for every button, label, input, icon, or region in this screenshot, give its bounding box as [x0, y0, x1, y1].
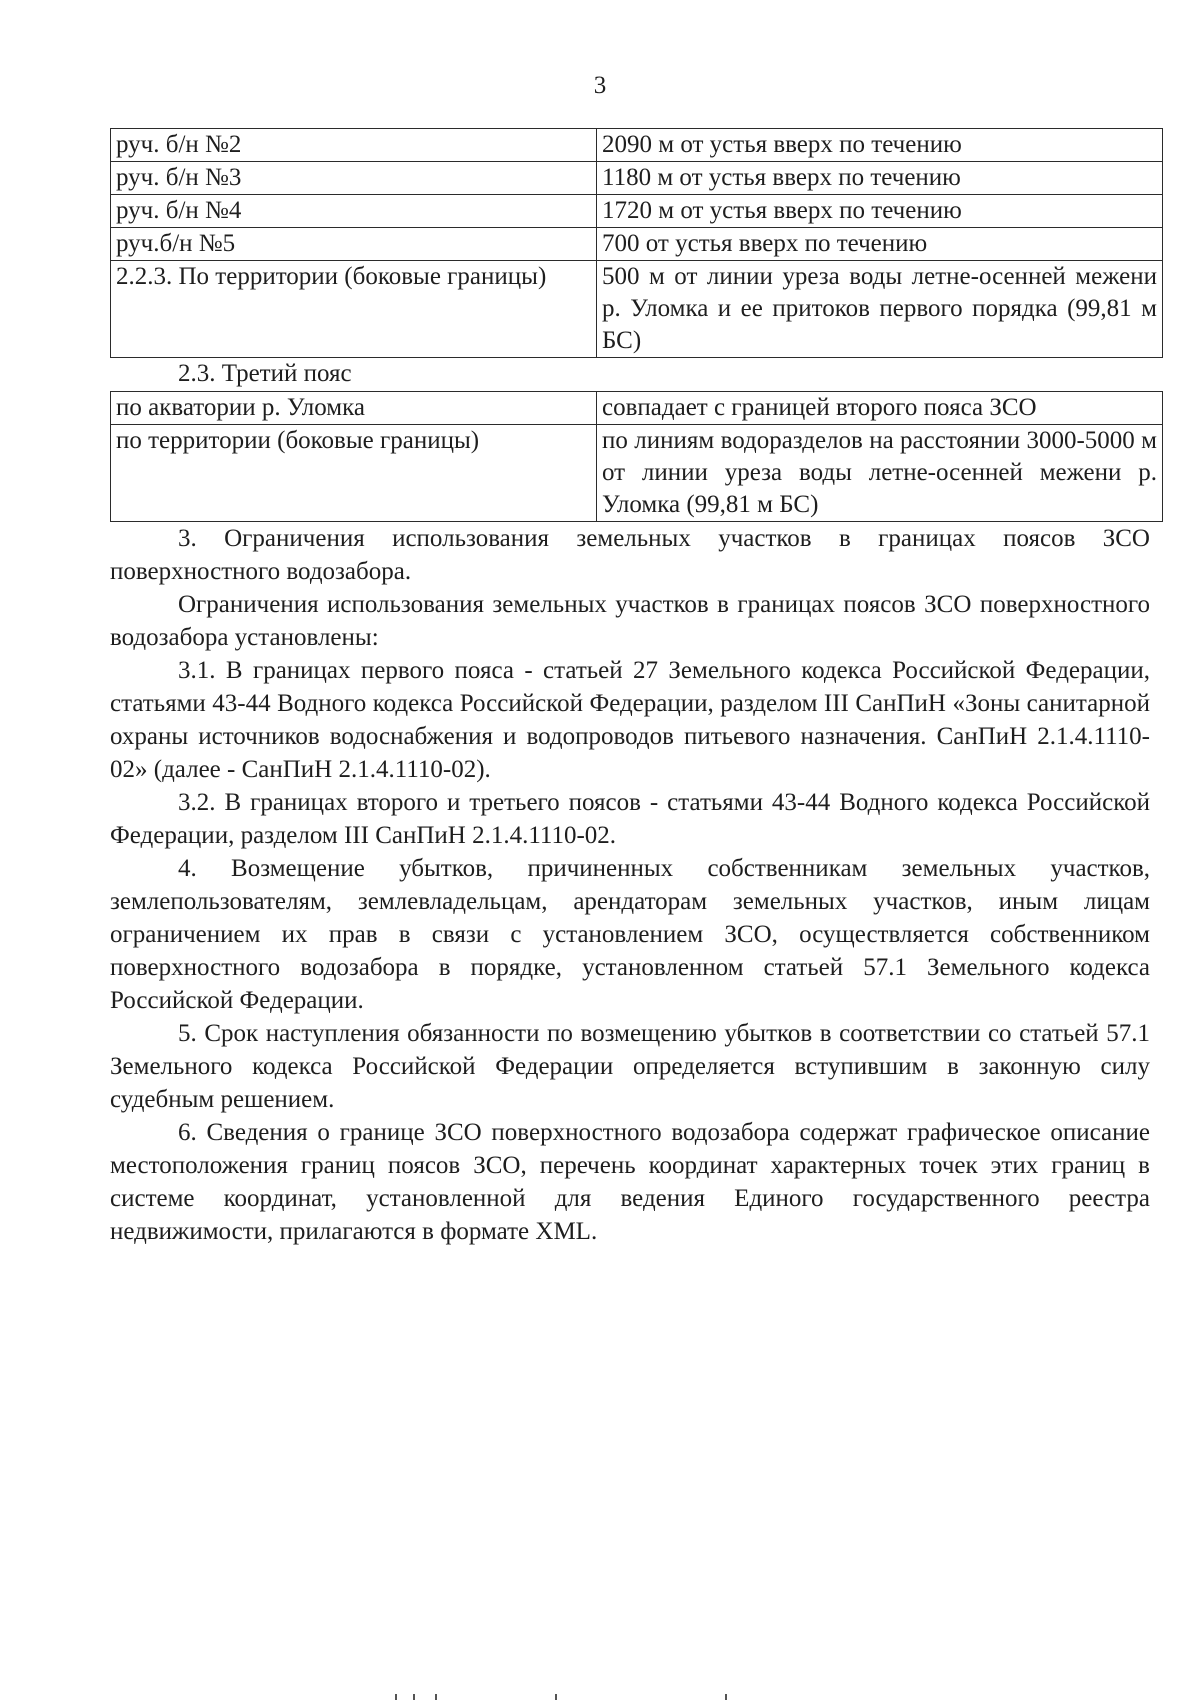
table-cell-name: по акватории р. Уломка	[111, 392, 597, 425]
table-cell-name: руч.б/н №5	[111, 228, 597, 261]
table-row	[111, 228, 1163, 261]
table-row	[111, 162, 1163, 195]
page-number: 3	[593, 72, 607, 99]
paragraph-5: 5. Срок наступления обязанности по возмещению убытков в соответствии со статьей 57.1 Земельного кодекса Российской Федерации определяется вступившим в законную силу судебным решением.	[110, 1020, 1150, 1113]
table-row	[111, 425, 1163, 522]
table-cell-value: 1180 м от устья вверх по течению	[597, 162, 1163, 195]
table-cell-value: 1720 м от устья вверх по течению	[597, 195, 1163, 228]
paragraph-4: 4. Возмещение убытков, причиненных собственникам земельных участков, землепользователям, землевладельцам, арендаторам земельных участков, иным лицам ограничением их прав в связи с установлением ЗСО, осуществляется собственником поверхностного водозабора в порядке, установленном статьей 57.1 Земельного кодекса Российской Федерации.	[110, 855, 1150, 1014]
table-cell-name: руч. б/н №4	[111, 195, 597, 228]
table-row	[111, 261, 1163, 358]
table-cell-value: 700 от устья вверх по течению	[597, 228, 1163, 261]
table-cell-value: 500 м от линии уреза воды летне-осенней межени р. Уломка и ее притоков первого порядка (99,81 м БС)	[597, 261, 1163, 358]
table-cell-value: совпадает с границей второго пояса ЗСО	[597, 392, 1163, 425]
paragraph-3: 3. Ограничения использования земельных участков в границах поясов ЗСО поверхностного водозабора.	[110, 525, 1150, 585]
table-cell-value: по линиям водоразделов на расстоянии 3000-5000 м от линии уреза воды летне-осенней межени р. Уломка (99,81 м БС)	[597, 425, 1163, 522]
paragraph-restrictions-intro: Ограничения использования земельных участков в границах поясов ЗСО поверхностного водозабора установлены:	[110, 591, 1150, 651]
paragraph-6: 6. Сведения о границе ЗСО поверхностного водозабора содержат графическое описание местоположения границ поясов ЗСО, перечень координат характерных точек этих границ в системе координат, установленной для ведения Единого государственного реестра недвижимости, прилагаются в формате XML.	[110, 1119, 1150, 1245]
table-cell-name: руч. б/н №3	[111, 162, 597, 195]
third-belt-table	[110, 391, 1163, 522]
third-belt-heading: 2.3. Третий пояс	[178, 360, 352, 387]
table-row	[111, 392, 1163, 425]
document-body	[110, 128, 1157, 1248]
table-cell-name: 2.2.3. По территории (боковые границы)	[111, 261, 597, 358]
table-cell-name: руч. б/н №2	[111, 129, 597, 162]
table-row	[111, 195, 1163, 228]
table-cell-value: 2090 м от устья вверх по течению	[597, 129, 1163, 162]
paragraph-3-1: 3.1. В границах первого пояса - статьей 27 Земельного кодекса Российской Федерации, статьями 43-44 Водного кодекса Российской Федерации, разделом III СанПиН «Зоны санитарной охраны источников водоснабжения и водопроводов питьевого назначения. СанПиН 2.1.4.1110-02» (далее - СанПиН 2.1.4.1110-02).	[110, 657, 1150, 783]
scan-artifact-marks	[395, 1694, 755, 1700]
second-belt-table	[110, 128, 1163, 358]
table-row	[111, 129, 1163, 162]
table-cell-name: по территории (боковые границы)	[111, 425, 597, 522]
paragraph-3-2: 3.2. В границах второго и третьего поясов - статьями 43-44 Водного кодекса Российской Федерации, разделом III СанПиН 2.1.4.1110-02.	[110, 789, 1150, 849]
